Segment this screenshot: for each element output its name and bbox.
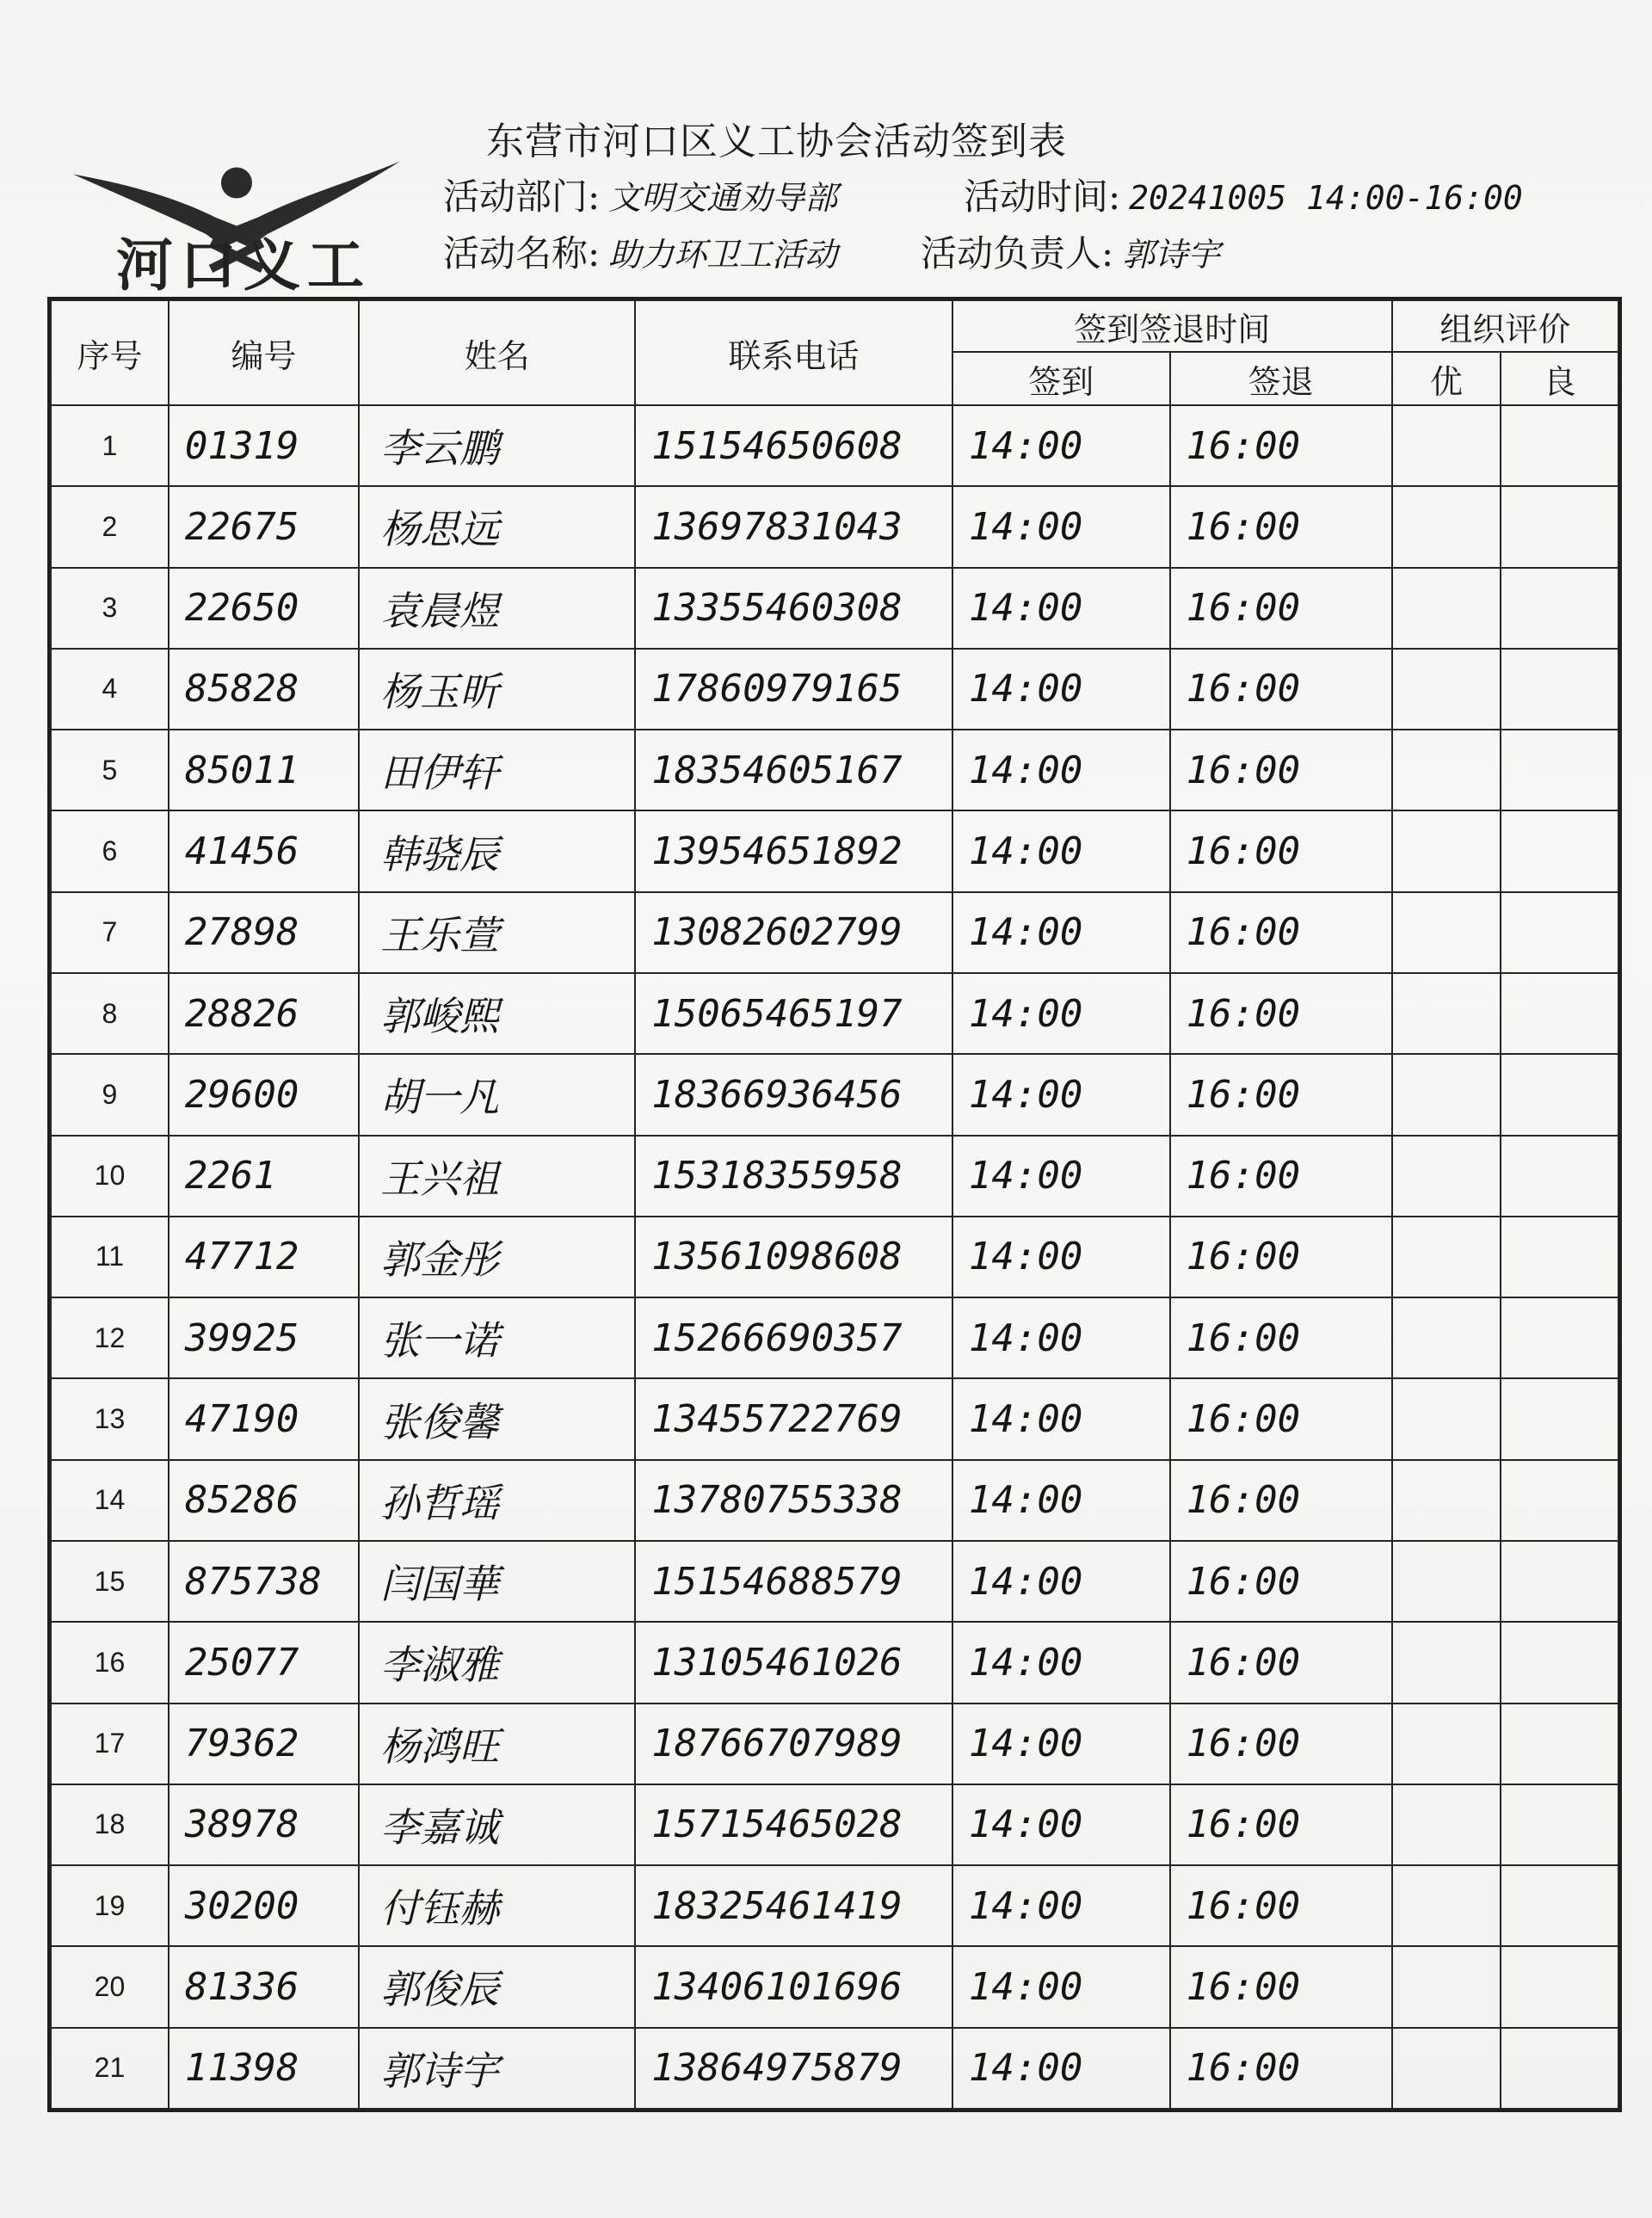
eval-good-cell	[1501, 568, 1618, 649]
sign-in-time: 14:00	[952, 1217, 1170, 1297]
eval-excellent-cell	[1392, 568, 1501, 649]
phone-number: 15154650608	[635, 405, 952, 486]
eval-excellent-cell	[1392, 1946, 1501, 2027]
phone-number: 15715465028	[635, 1784, 952, 1865]
table-row	[51, 1297, 1618, 1378]
sign-out-time: 16:00	[1170, 1217, 1392, 1297]
volunteer-code: 47190	[169, 1378, 359, 1459]
sign-in-time: 14:00	[952, 892, 1170, 973]
row-index: 10	[51, 1136, 169, 1217]
activity-name	[443, 225, 837, 277]
row-index: 3	[51, 568, 169, 649]
sign-in-time: 14:00	[952, 405, 1170, 486]
row-index: 5	[51, 730, 169, 810]
eval-good-cell	[1501, 486, 1618, 567]
leader-label: 活动负责人:	[921, 232, 1114, 274]
table-row	[51, 486, 1618, 567]
volunteer-code: 27898	[169, 892, 359, 973]
eval-good-cell	[1501, 1136, 1618, 1217]
table-row	[51, 730, 1618, 810]
phone-number: 13105461026	[635, 1622, 952, 1703]
sign-out-time: 16:00	[1170, 730, 1392, 810]
sign-in-time: 14:00	[952, 649, 1170, 730]
sign-out-time: 16:00	[1170, 1054, 1392, 1135]
table-row	[51, 649, 1618, 730]
sign-in-time: 14:00	[952, 1622, 1170, 1703]
volunteer-code: 85828	[169, 649, 359, 730]
row-index: 6	[51, 810, 169, 891]
header-code: 编号	[169, 300, 359, 405]
row-index: 19	[51, 1865, 169, 1946]
eval-excellent-cell	[1392, 1622, 1501, 1703]
volunteer-name: 田伊轩	[359, 730, 635, 810]
sign-out-time: 16:00	[1170, 1784, 1392, 1865]
table-row	[51, 810, 1618, 891]
sign-out-time: 16:00	[1170, 1378, 1392, 1459]
eval-good-cell	[1501, 1946, 1618, 2027]
eval-excellent-cell	[1392, 1136, 1501, 1217]
volunteer-name: 郭金彤	[359, 1217, 635, 1297]
table-row	[51, 1054, 1618, 1135]
phone-number: 15154688579	[635, 1541, 952, 1622]
volunteer-name: 李嘉诚	[359, 1784, 635, 1865]
eval-good-cell	[1501, 649, 1618, 730]
phone-number: 13406101696	[635, 1946, 952, 2027]
time-value: 20241005 14:00-16:00	[1129, 179, 1523, 217]
header-eval-group: 组织评价	[1392, 300, 1618, 352]
sign-in-time: 14:00	[952, 1865, 1170, 1946]
table-row	[51, 1704, 1618, 1784]
table-body	[51, 405, 1618, 2109]
sign-in-table-frame	[47, 297, 1622, 2112]
eval-excellent-cell	[1392, 2028, 1501, 2109]
sign-out-time: 16:00	[1170, 810, 1392, 891]
sign-out-time: 16:00	[1170, 2028, 1392, 2109]
volunteer-code: 01319	[169, 405, 359, 486]
phone-number: 15266690357	[635, 1297, 952, 1378]
row-index: 2	[51, 486, 169, 567]
page-title: 东营市河口区义工协会活动签到表	[486, 120, 1067, 163]
volunteer-name: 郭俊辰	[359, 1946, 635, 2027]
eval-good-cell	[1501, 1541, 1618, 1622]
volunteer-name: 郭诗宇	[359, 2028, 635, 2109]
row-index: 9	[51, 1054, 169, 1135]
phone-number: 13864975879	[635, 2028, 952, 2109]
table-row	[51, 892, 1618, 973]
volunteer-name: 李淑雅	[359, 1622, 635, 1703]
volunteer-code: 85011	[169, 730, 359, 810]
sign-out-time: 16:00	[1170, 1622, 1392, 1703]
eval-good-cell	[1501, 1378, 1618, 1459]
volunteer-name: 韩骁辰	[359, 810, 635, 891]
eval-good-cell	[1501, 1704, 1618, 1784]
row-index: 16	[51, 1622, 169, 1703]
table-row	[51, 405, 1618, 486]
row-index: 20	[51, 1946, 169, 2027]
activity-time	[964, 169, 1523, 220]
volunteer-name: 郭峻熙	[359, 973, 635, 1054]
volunteer-code: 22650	[169, 568, 359, 649]
table-row	[51, 1378, 1618, 1459]
row-index: 7	[51, 892, 169, 973]
eval-excellent-cell	[1392, 973, 1501, 1054]
sign-out-time: 16:00	[1170, 1136, 1392, 1217]
eval-good-cell	[1501, 1217, 1618, 1297]
volunteer-code: 41456	[169, 810, 359, 891]
table-row	[51, 973, 1618, 1054]
eval-excellent-cell	[1392, 649, 1501, 730]
header-index: 序号	[51, 300, 169, 405]
logo-text: 河口义工	[116, 231, 371, 299]
volunteer-name: 孙哲瑶	[359, 1460, 635, 1541]
volunteer-name: 杨玉昕	[359, 649, 635, 730]
eval-good-cell	[1501, 1865, 1618, 1946]
eval-excellent-cell	[1392, 1217, 1501, 1297]
header-sign-out: 签退	[1170, 352, 1392, 405]
table-row	[51, 1784, 1618, 1865]
volunteer-code: 11398	[169, 2028, 359, 2109]
volunteer-name: 张俊馨	[359, 1378, 635, 1459]
volunteer-name: 杨鸿旺	[359, 1704, 635, 1784]
table-row	[51, 2028, 1618, 2109]
eval-good-cell	[1501, 1622, 1618, 1703]
table-row	[51, 1865, 1618, 1946]
row-index: 8	[51, 973, 169, 1054]
eval-excellent-cell	[1392, 1784, 1501, 1865]
sign-out-time: 16:00	[1170, 1865, 1392, 1946]
eval-excellent-cell	[1392, 1541, 1501, 1622]
eval-excellent-cell	[1392, 1865, 1501, 1946]
row-index: 17	[51, 1704, 169, 1784]
sign-in-time: 14:00	[952, 810, 1170, 891]
department-label: 活动部门:	[443, 176, 601, 218]
eval-good-cell	[1501, 1297, 1618, 1378]
phone-number: 18766707989	[635, 1704, 952, 1784]
volunteer-name: 李云鹏	[359, 405, 635, 486]
phone-number: 13780755338	[635, 1460, 952, 1541]
activity-leader	[921, 225, 1220, 277]
time-label: 活动时间:	[964, 176, 1121, 218]
eval-excellent-cell	[1392, 1378, 1501, 1459]
eval-excellent-cell	[1392, 486, 1501, 567]
leader-value: 郭诗宇	[1122, 236, 1221, 274]
sign-in-time: 14:00	[952, 486, 1170, 567]
volunteer-code: 38978	[169, 1784, 359, 1865]
table-row	[51, 568, 1618, 649]
eval-excellent-cell	[1392, 1297, 1501, 1378]
volunteer-code: 875738	[169, 1541, 359, 1622]
eval-good-cell	[1501, 1784, 1618, 1865]
volunteer-name: 王乐萱	[359, 892, 635, 973]
header-time-group: 签到签退时间	[952, 300, 1392, 352]
activity-name-label: 活动名称:	[443, 232, 601, 274]
sign-in-time: 14:00	[952, 1704, 1170, 1784]
eval-excellent-cell	[1392, 1704, 1501, 1784]
header-name: 姓名	[359, 300, 635, 405]
eval-good-cell	[1501, 2028, 1618, 2109]
sign-out-time: 16:00	[1170, 649, 1392, 730]
sign-in-time: 14:00	[952, 2028, 1170, 2109]
eval-excellent-cell	[1392, 1460, 1501, 1541]
row-index: 12	[51, 1297, 169, 1378]
eval-good-cell	[1501, 1054, 1618, 1135]
volunteer-code: 30200	[169, 1865, 359, 1946]
sign-in-time: 14:00	[952, 1297, 1170, 1378]
sign-out-time: 16:00	[1170, 405, 1392, 486]
volunteer-code: 28826	[169, 973, 359, 1054]
row-index: 1	[51, 405, 169, 486]
volunteer-code: 81336	[169, 1946, 359, 2027]
phone-number: 13082602799	[635, 892, 952, 973]
sign-in-time: 14:00	[952, 1541, 1170, 1622]
eval-excellent-cell	[1392, 405, 1501, 486]
sign-in-time: 14:00	[952, 1460, 1170, 1541]
sign-out-time: 16:00	[1170, 892, 1392, 973]
eval-excellent-cell	[1392, 730, 1501, 810]
volunteer-code: 47712	[169, 1217, 359, 1297]
row-index: 15	[51, 1541, 169, 1622]
eval-good-cell	[1501, 405, 1618, 486]
table-row	[51, 1622, 1618, 1703]
table-row	[51, 1946, 1618, 2027]
sign-in-time: 14:00	[952, 973, 1170, 1054]
eval-good-cell	[1501, 730, 1618, 810]
volunteer-code: 85286	[169, 1460, 359, 1541]
sign-out-time: 16:00	[1170, 568, 1392, 649]
phone-number: 13355460308	[635, 568, 952, 649]
sign-in-time: 14:00	[952, 1946, 1170, 2027]
eval-good-cell	[1501, 892, 1618, 973]
eval-good-cell	[1501, 810, 1618, 891]
volunteer-code: 25077	[169, 1622, 359, 1703]
row-index: 18	[51, 1784, 169, 1865]
phone-number: 13561098608	[635, 1217, 952, 1297]
row-index: 4	[51, 649, 169, 730]
row-index: 11	[51, 1217, 169, 1297]
eval-excellent-cell	[1392, 810, 1501, 891]
volunteer-name: 闫国華	[359, 1541, 635, 1622]
phone-number: 15065465197	[635, 973, 952, 1054]
sign-out-time: 16:00	[1170, 1704, 1392, 1784]
header-good: 良	[1501, 352, 1618, 405]
sign-in-table	[50, 299, 1619, 2110]
volunteer-name: 付钰赫	[359, 1865, 635, 1946]
phone-number: 18325461419	[635, 1865, 952, 1946]
sign-out-time: 16:00	[1170, 973, 1392, 1054]
activity-department	[443, 169, 837, 220]
phone-number: 18366936456	[635, 1054, 952, 1135]
row-index: 14	[51, 1460, 169, 1541]
volunteer-code: 79362	[169, 1704, 359, 1784]
phone-number: 13954651892	[635, 810, 952, 891]
volunteer-name: 胡一凡	[359, 1054, 635, 1135]
table-row	[51, 1460, 1618, 1541]
row-index: 21	[51, 2028, 169, 2109]
eval-good-cell	[1501, 1460, 1618, 1541]
volunteer-name: 王兴祖	[359, 1136, 635, 1217]
sign-in-time: 14:00	[952, 568, 1170, 649]
table-row	[51, 1136, 1618, 1217]
eval-excellent-cell	[1392, 892, 1501, 973]
header-excellent: 优	[1392, 352, 1501, 405]
phone-number: 13455722769	[635, 1378, 952, 1459]
volunteer-code: 29600	[169, 1054, 359, 1135]
volunteer-code: 2261	[169, 1136, 359, 1217]
phone-number: 15318355958	[635, 1136, 952, 1217]
header-phone: 联系电话	[635, 300, 952, 405]
sign-in-time: 14:00	[952, 1054, 1170, 1135]
sign-out-time: 16:00	[1170, 1541, 1392, 1622]
sign-out-time: 16:00	[1170, 1946, 1392, 2027]
activity-name-value: 助力环卫工活动	[608, 236, 838, 274]
header-sign-in: 签到	[952, 352, 1170, 405]
sign-in-time: 14:00	[952, 1378, 1170, 1459]
eval-good-cell	[1501, 973, 1618, 1054]
sign-in-time: 14:00	[952, 1136, 1170, 1217]
table-row	[51, 1541, 1618, 1622]
sign-out-time: 16:00	[1170, 1297, 1392, 1378]
volunteer-code: 39925	[169, 1297, 359, 1378]
eval-excellent-cell	[1392, 1054, 1501, 1135]
row-index: 13	[51, 1378, 169, 1459]
sign-in-time: 14:00	[952, 1784, 1170, 1865]
department-value: 文明交通劝导部	[608, 179, 838, 217]
phone-number: 17860979165	[635, 649, 952, 730]
phone-number: 18354605167	[635, 730, 952, 810]
sign-out-time: 16:00	[1170, 486, 1392, 567]
phone-number: 13697831043	[635, 486, 952, 567]
sign-out-time: 16:00	[1170, 1460, 1392, 1541]
volunteer-name: 张一诺	[359, 1297, 635, 1378]
volunteer-name: 杨思远	[359, 486, 635, 567]
sign-in-time: 14:00	[952, 730, 1170, 810]
volunteer-name: 袁晨煜	[359, 568, 635, 649]
table-row	[51, 1217, 1618, 1297]
volunteer-code: 22675	[169, 486, 359, 567]
